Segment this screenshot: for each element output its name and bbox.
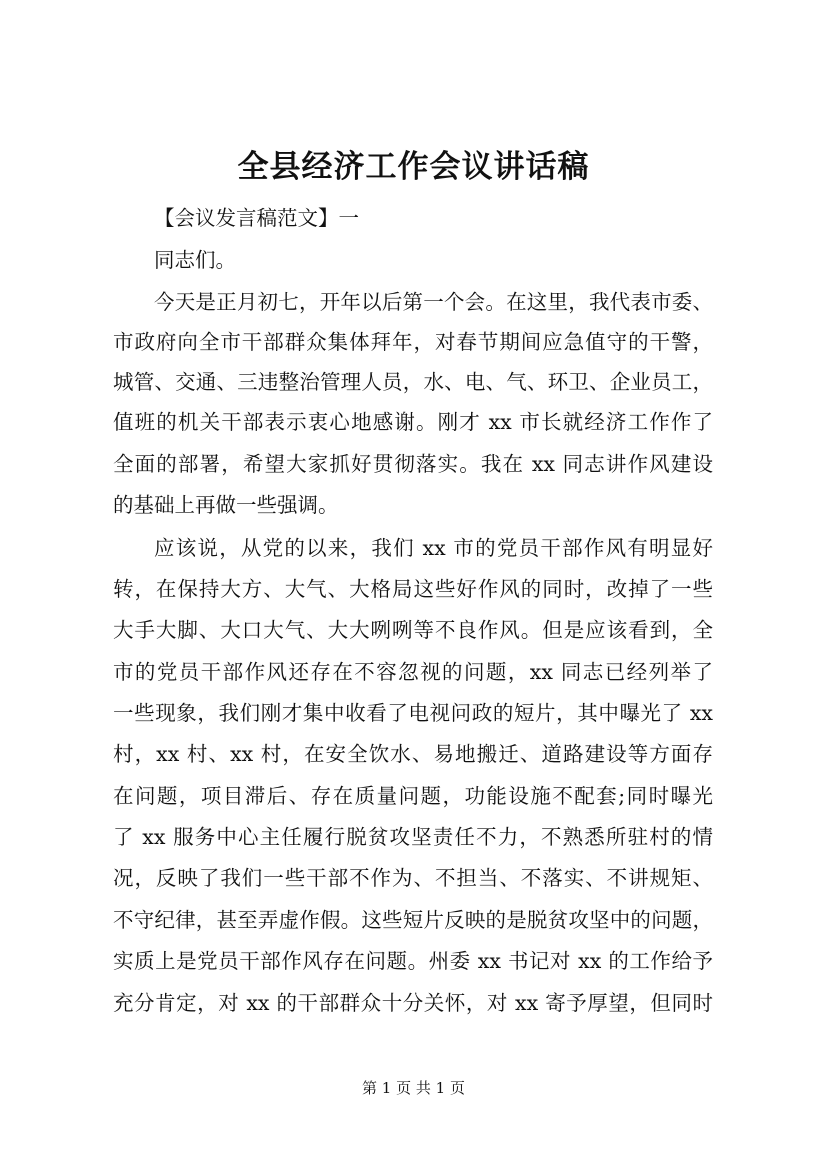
text-line: 市政府向全市干部群众集体拜年，对春节期间应急值守的干警， xyxy=(113,330,713,354)
page-footer: 第 1 页 共 1 页 xyxy=(362,1079,465,1097)
text-line: 一些现象，我们刚才集中收看了电视问政的短片，其中曝光了 xx xyxy=(113,701,713,725)
text-line: 同志们。 xyxy=(154,248,236,272)
text-line: 况，反映了我们一些干部不作为、不担当、不落实、不讲规矩、 xyxy=(113,866,713,890)
text-line: 大手大脚、大口大气、大大咧咧等不良作风。但是应该看到，全 xyxy=(113,618,713,642)
text-line: 村，xx 村、xx 村，在安全饮水、易地搬迁、道路建设等方面存 xyxy=(113,742,713,766)
text-line: 实质上是党员干部作风存在问题。州委 xx 书记对 xx 的工作给予 xyxy=(113,949,713,973)
text-line: 值班的机关干部表示衷心地感谢。刚才 xx 市长就经济工作作了 xyxy=(113,410,713,434)
text-line: 全面的部署，希望大家抓好贯彻落实。我在 xx 同志讲作风建设 xyxy=(113,452,713,476)
text-line: 转，在保持大方、大气、大格局这些好作风的同时，改掉了一些 xyxy=(113,577,713,601)
text-line: 充分肯定，对 xx 的干部群众十分关怀，对 xx 寄予厚望，但同时 xyxy=(113,991,713,1015)
text-line: 市的党员干部作风还存在不容忽视的问题，xx 同志已经列举了 xyxy=(113,660,713,684)
text-line: 【会议发言稿范文】一 xyxy=(154,206,359,230)
text-line: 了 xx 服务中心主任履行脱贫攻坚责任不力，不熟悉所驻村的情 xyxy=(113,825,713,849)
text-line: 的基础上再做一些强调。 xyxy=(113,493,339,517)
text-line: 今天是正月初七，开年以后第一个会。在这里，我代表市委、 xyxy=(154,290,713,314)
document-title: 全县经济工作会议讲话稿 xyxy=(237,149,590,185)
text-line: 城管、交通、三违整治管理人员，水、电、气、环卫、企业员工， xyxy=(113,370,713,394)
text-line: 不守纪律，甚至弄虚作假。这些短片反映的是脱贫攻坚中的问题， xyxy=(113,908,713,932)
text-line: 应该说，从党的以来，我们 xx 市的党员干部作风有明显好 xyxy=(154,536,713,560)
text-line: 在问题，项目滞后、存在质量问题，功能设施不配套;同时曝光 xyxy=(113,784,713,808)
